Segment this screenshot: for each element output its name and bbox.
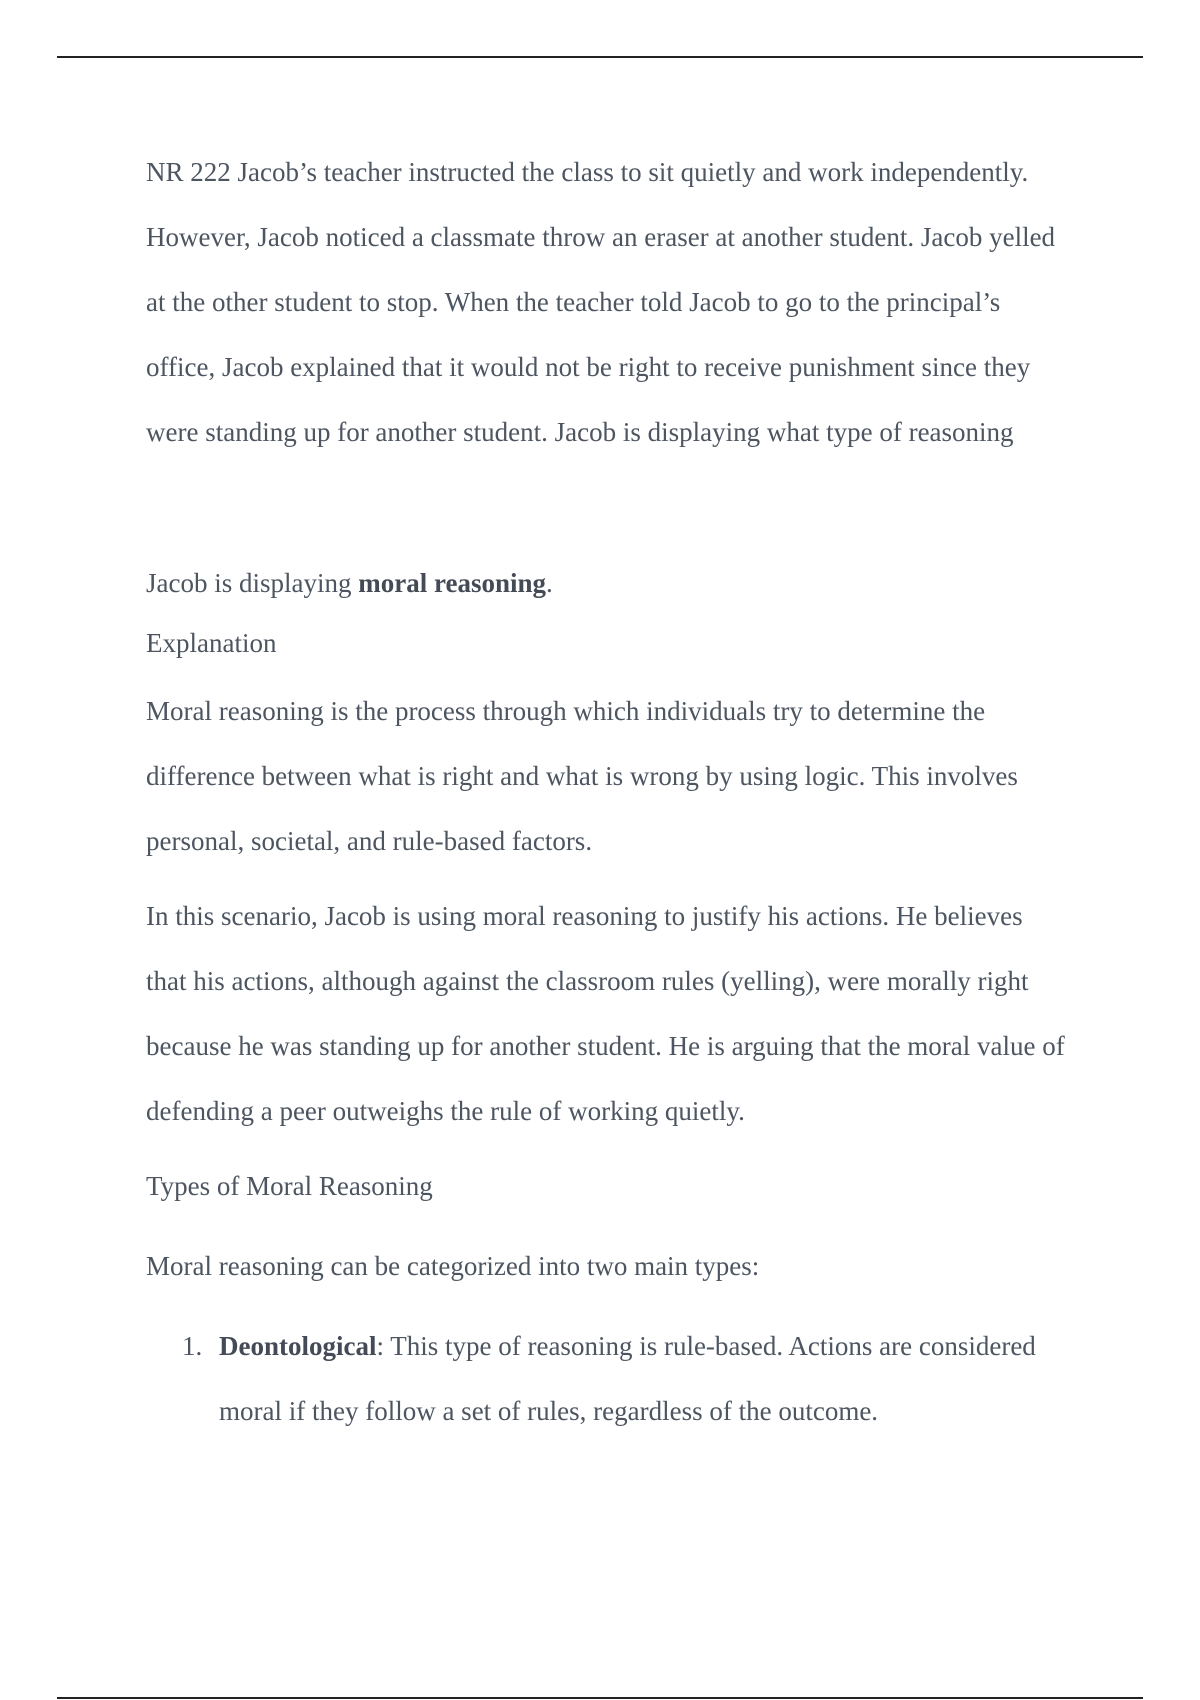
list-item-term: Deontological [219,1331,377,1361]
question-text: NR 222 Jacob’s teacher instructed the class to sit quietly and work independently. However, Jacob noticed a classmate throw an eraser at another student. Jacob yelled at the other student to stop. When the teacher told Jacob to go to the principal’s office, Jacob explained that it would not be right to receive punishment since they were standing up for another student. Jacob is displaying what type of reasoning [146,157,1056,447]
list-item [146,1314,1066,1444]
list-item-number: 1. [182,1331,203,1361]
types-heading: Types of Moral Reasoning [146,1171,433,1201]
top-rule [57,56,1143,58]
answer-suffix: . [545,568,553,598]
types-list [146,1314,1066,1444]
spacer [146,465,1066,563]
explanation-para-1: Moral reasoning is the process through which individuals try to determine the difference between what is right and what is wrong by using logic. This involves personal, societal, and rule-based factors. [146,696,1018,856]
bottom-rule [57,1697,1143,1699]
types-intro: Moral reasoning can be categorized into two main types: [146,1251,760,1281]
answer-prefix: Jacob is displaying [146,568,359,598]
answer-line [146,563,1066,603]
document-body [146,140,1066,1444]
list-item-text: : This type of reasoning is rule-based. Actions are considered moral if they follow a set of rules, regardless of the outcome. [219,1331,1036,1426]
answer-bold: moral reasoning [358,568,546,598]
explanation-para-2: In this scenario, Jacob is using moral reasoning to justify his actions. He believes that his actions, although against the classroom rules (yelling), were morally right because he was standing up for another student. He is arguing that the moral value of defending a peer outweighs the rule of working quietly. [146,901,1065,1126]
explanation-heading: Explanation [146,628,277,658]
